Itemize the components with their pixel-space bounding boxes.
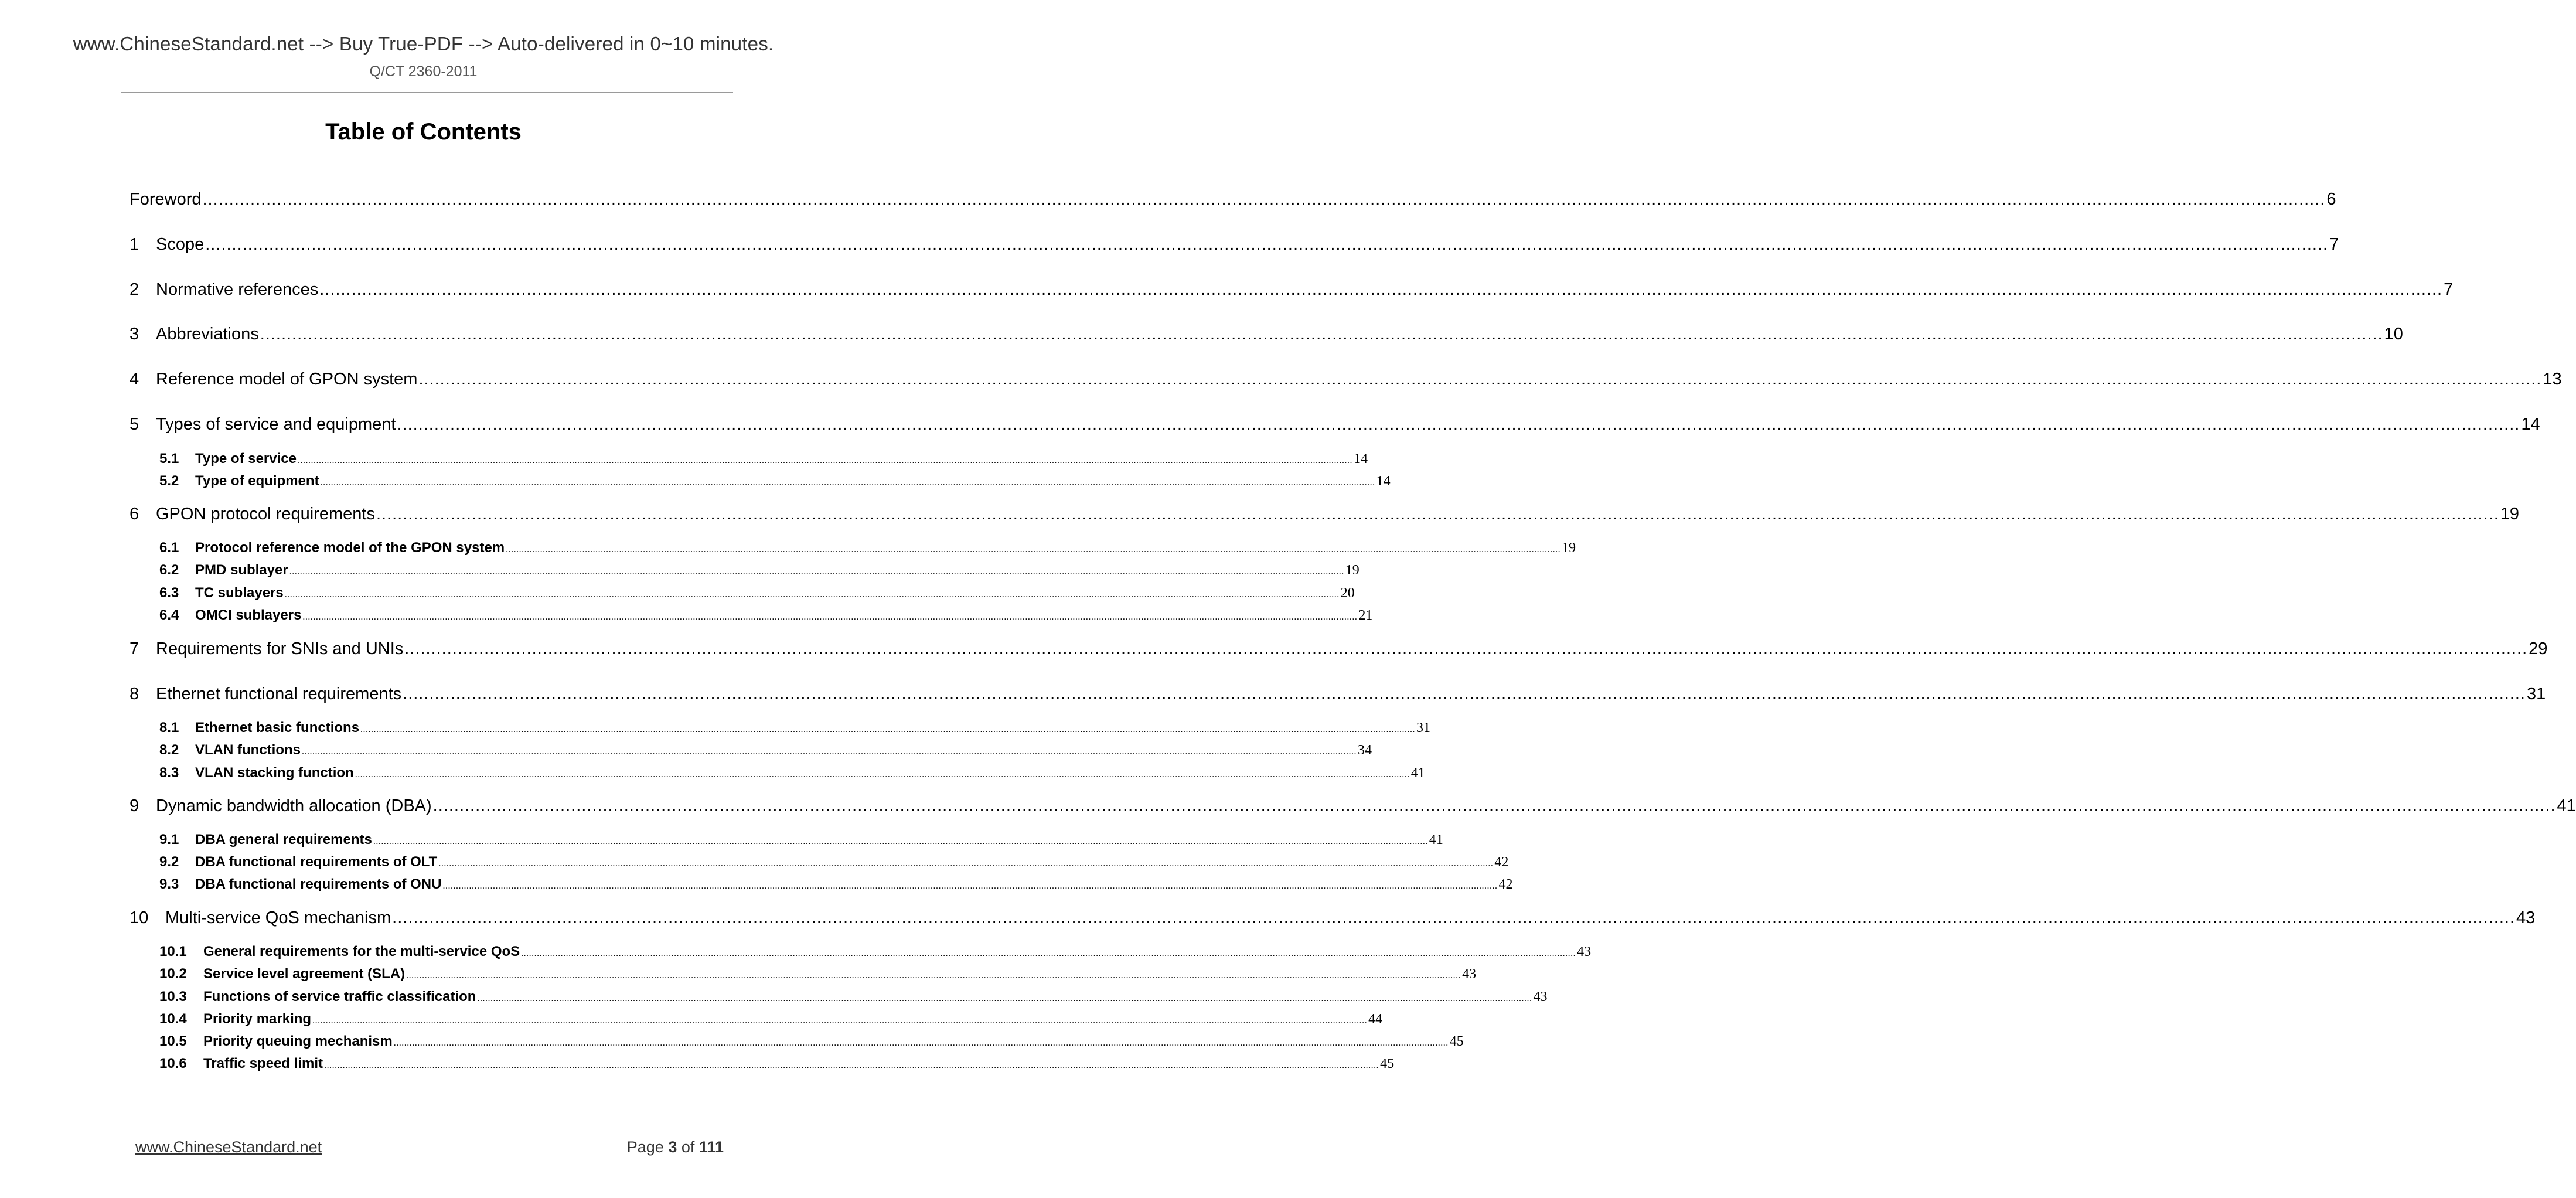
toc-entry-page: 29: [2529, 639, 2548, 658]
toc-subentry[interactable]: [159, 720, 1431, 740]
toc-entry-number: 10.5: [159, 1033, 187, 1049]
toc-entry-number: 10.3: [159, 989, 187, 1005]
toc-subentry[interactable]: [159, 473, 1391, 493]
toc-entry-page: 31: [2527, 685, 2546, 703]
toc-entry-label: Scope: [156, 235, 205, 254]
toc-entry-label: Ethernet basic functions: [195, 720, 360, 736]
toc-entry[interactable]: [130, 797, 2576, 820]
dot-leader: ................................................................................................................................................................................................................................................................................................................................................................................................................: [302, 612, 1358, 622]
toc-entry-number: 8.2: [159, 742, 179, 758]
toc-entry-number: 6.1: [159, 540, 179, 556]
toc-entry-label: Priority queuing mechanism: [203, 1033, 393, 1049]
toc-entry-number: 8.3: [159, 765, 179, 781]
dot-leader: ................................................................................................................................................................................................................................................................................................................................................................................................................: [302, 747, 1357, 757]
toc-entry-page: 42: [1498, 877, 1513, 892]
toc-entry-page: 14: [2521, 415, 2540, 434]
toc-entry-label: Functions of service traffic classification: [203, 989, 476, 1005]
toc-entry-label: Reference model of GPON system: [156, 370, 418, 389]
toc-entry-label: TC sublayers: [195, 585, 284, 601]
toc-entry-label: VLAN stacking function: [195, 765, 354, 781]
toc-entry-number: 9: [130, 797, 139, 815]
toc-entry-page: 45: [1449, 1034, 1464, 1049]
toc-entry-page: 41: [1429, 832, 1443, 848]
toc-subentry[interactable]: [159, 832, 1443, 852]
toc-entry[interactable]: [130, 639, 2548, 663]
toc-entry-number: 6.2: [159, 562, 179, 578]
toc-entry[interactable]: [130, 685, 2546, 708]
toc-entry-number: 6.4: [159, 607, 179, 623]
toc-entry-page: 7: [2329, 235, 2339, 254]
toc-entry-page: 13: [2543, 370, 2562, 389]
toc-entry-label: Type of service: [195, 451, 297, 467]
toc-entry-label: Normative references: [156, 280, 319, 299]
toc-entry[interactable]: [130, 415, 2540, 438]
dot-leader: ................................................................................................................................................................................................................................................................................................................................................................................................................: [260, 325, 2383, 343]
toc-entry-page: 19: [1562, 540, 1576, 556]
dot-leader: ................................................................................................................................................................................................................................................................................................................................................................................................................: [373, 836, 1428, 846]
toc-entry[interactable]: [130, 235, 2339, 258]
dot-leader: ................................................................................................................................................................................................................................................................................................................................................................................................................: [355, 770, 1410, 780]
toc-entry-label: Ethernet functional requirements: [156, 685, 402, 703]
toc-entry-label: Abbreviations: [156, 325, 259, 343]
toc-entry-label: Service level agreement (SLA): [203, 966, 406, 982]
dot-leader: ................................................................................................................................................................................................................................................................................................................................................................................................................: [320, 478, 1375, 488]
toc-entry-page: 20: [1340, 586, 1355, 601]
dot-leader: ................................................................................................................................................................................................................................................................................................................................................................................................................: [360, 724, 1416, 734]
toc-entry-page: 43: [1577, 944, 1592, 959]
toc-entry[interactable]: [130, 505, 2520, 528]
dot-leader: ................................................................................................................................................................................................................................................................................................................................................................................................................: [404, 639, 2528, 658]
toc-entry-number: 8.1: [159, 720, 179, 736]
dot-leader: ................................................................................................................................................................................................................................................................................................................................................................................................................: [392, 908, 2516, 927]
toc-subentry[interactable]: [159, 451, 1368, 471]
dot-leader: ................................................................................................................................................................................................................................................................................................................................................................................................................: [324, 1060, 1379, 1070]
toc-entry-number: 9.1: [159, 832, 179, 848]
toc-entry-page: 21: [1358, 608, 1373, 623]
dot-leader: ................................................................................................................................................................................................................................................................................................................................................................................................................: [506, 544, 1561, 554]
toc-entry-page: 43: [1533, 989, 1548, 1005]
toc-entry-page: 6: [2326, 190, 2336, 209]
toc-entry-page: 41: [1410, 765, 1425, 781]
dot-leader: ................................................................................................................................................................................................................................................................................................................................................................................................................: [477, 993, 1532, 1003]
toc-entry[interactable]: [130, 325, 2403, 348]
toc-entry-number: 10.4: [159, 1011, 187, 1027]
toc-entry-number: 9.3: [159, 876, 179, 892]
dot-leader: ................................................................................................................................................................................................................................................................................................................................................................................................................: [393, 1038, 1449, 1048]
toc-subentry[interactable]: [159, 854, 1509, 874]
toc-entry-page: 31: [1416, 720, 1431, 736]
toc-entry-number: 10: [130, 908, 149, 927]
toc-entry-label: General requirements for the multi-service QoS: [203, 944, 520, 959]
toc-entry-page: 43: [2516, 908, 2536, 927]
toc-entry-number: 5: [130, 415, 139, 434]
dot-leader: ................................................................................................................................................................................................................................................................................................................................................................................................................: [418, 370, 2542, 389]
toc-entry-number: 10.1: [159, 944, 187, 959]
toc-entry[interactable]: [130, 280, 2454, 304]
toc-entry-number: 1: [130, 235, 139, 254]
toc-entry-number: 10.6: [159, 1056, 187, 1071]
toc-entry[interactable]: [130, 370, 2562, 393]
toc-entry-page: 45: [1380, 1056, 1395, 1071]
toc-entry-label: OMCI sublayers: [195, 607, 302, 623]
dot-leader: ................................................................................................................................................................................................................................................................................................................................................................................................................: [205, 235, 2329, 254]
toc-subentry[interactable]: [159, 1056, 1395, 1076]
toc-entry-label: PMD sublayer: [195, 562, 288, 578]
toc-entry-page: 14: [1353, 451, 1368, 467]
dot-leader: ................................................................................................................................................................................................................................................................................................................................................................................................................: [432, 797, 2556, 815]
toc-entry-page: 10: [2384, 325, 2403, 343]
dot-leader: ................................................................................................................................................................................................................................................................................................................................................................................................................: [403, 685, 2526, 703]
toc-entry[interactable]: [130, 908, 2536, 932]
page-current: 3: [668, 1138, 677, 1156]
toc-entry-page: 14: [1376, 474, 1391, 489]
toc-entry-label: DBA functional requirements of OLT: [195, 854, 438, 870]
toc-subentry[interactable]: [159, 607, 1373, 627]
toc-entry-number: 8: [130, 685, 139, 703]
toc-entry-number: 5.1: [159, 451, 179, 467]
toc-entry-number: 6: [130, 505, 139, 523]
toc-entry-page: 43: [1462, 966, 1477, 982]
dot-leader: ................................................................................................................................................................................................................................................................................................................................................................................................................: [297, 455, 1352, 465]
page-of: of: [681, 1138, 695, 1156]
dot-leader: ................................................................................................................................................................................................................................................................................................................................................................................................................: [289, 567, 1344, 577]
toc-entry-label: DBA general requirements: [195, 832, 372, 848]
toc-entry-label: Priority marking: [203, 1011, 312, 1027]
toc-entry-page: 42: [1494, 855, 1509, 870]
dot-leader: ................................................................................................................................................................................................................................................................................................................................................................................................................: [521, 948, 1576, 958]
toc-entry-label: GPON protocol requirements: [156, 505, 375, 523]
toc-entry-page: 7: [2444, 280, 2454, 299]
dot-leader: ................................................................................................................................................................................................................................................................................................................................................................................................................: [397, 415, 2520, 434]
toc-entry-label: DBA functional requirements of ONU: [195, 876, 442, 892]
toc-entry-number: 2: [130, 280, 139, 299]
toc-entry-label: Protocol reference model of the GPON system: [195, 540, 505, 556]
toc-entry-label: Multi-service QoS mechanism: [165, 908, 391, 927]
toc-entry-label: Dynamic bandwidth allocation (DBA): [156, 797, 432, 815]
toc-entry-label: Type of equipment: [195, 473, 319, 489]
toc-entry-label: Requirements for SNIs and UNIs: [156, 639, 404, 658]
toc-entry-label: VLAN functions: [195, 742, 301, 758]
toc-entry-label: Traffic speed limit: [203, 1056, 323, 1071]
toc-subentry[interactable]: [159, 540, 1576, 560]
toc-entry-page: 19: [1345, 563, 1359, 578]
toc-entry-page: 19: [2500, 505, 2520, 523]
header-banner: www.ChineseStandard.net --> Buy True-PDF --> Auto-delivered in 0~10 minutes.: [73, 33, 774, 55]
toc-subentry[interactable]: [159, 876, 1513, 896]
standard-code: Q/CT 2360-2011: [369, 63, 478, 80]
dot-leader: ................................................................................................................................................................................................................................................................................................................................................................................................................: [376, 505, 2499, 523]
toc-subentry[interactable]: [159, 989, 1548, 1009]
dot-leader: ................................................................................................................................................................................................................................................................................................................................................................................................................: [312, 1016, 1368, 1026]
toc-entry-number: 10.2: [159, 966, 187, 982]
toc-entry-page: 44: [1368, 1012, 1383, 1027]
toc-subentry[interactable]: [159, 562, 1359, 582]
dot-leader: ................................................................................................................................................................................................................................................................................................................................................................................................................: [284, 590, 1340, 600]
dot-leader: ................................................................................................................................................................................................................................................................................................................................................................................................................: [438, 859, 1494, 869]
toc-entry-label: Foreword: [130, 190, 202, 209]
page-title: Table of Contents: [325, 119, 522, 145]
toc-entry-number: 7: [130, 639, 139, 658]
toc-entry-number: 3: [130, 325, 139, 343]
page-prefix: Page: [626, 1138, 664, 1156]
toc-subentry[interactable]: [159, 966, 1477, 986]
dot-leader: ................................................................................................................................................................................................................................................................................................................................................................................................................: [442, 881, 1498, 891]
toc-entry-number: 5.2: [159, 473, 179, 489]
dot-leader: ................................................................................................................................................................................................................................................................................................................................................................................................................: [319, 280, 2443, 299]
toc-entry-number: 9.2: [159, 854, 179, 870]
toc-entry-number: 6.3: [159, 585, 179, 601]
footer-site-link[interactable]: www.ChineseStandard.net: [135, 1138, 322, 1156]
toc-subentry[interactable]: [159, 585, 1355, 605]
toc-subentry[interactable]: [159, 742, 1372, 762]
toc-subentry[interactable]: [159, 1033, 1464, 1053]
toc-entry-label: Types of service and equipment: [156, 415, 396, 434]
page-indicator: [627, 1138, 724, 1156]
toc-entry[interactable]: [130, 190, 2336, 213]
page-total: 111: [698, 1138, 724, 1156]
dot-leader: ................................................................................................................................................................................................................................................................................................................................................................................................................: [406, 971, 1461, 981]
toc-subentry[interactable]: [159, 1011, 1383, 1031]
toc-subentry[interactable]: [159, 944, 1592, 964]
toc-entry-page: 34: [1358, 743, 1372, 758]
toc-subentry[interactable]: [159, 765, 1425, 785]
dot-leader: ................................................................................................................................................................................................................................................................................................................................................................................................................: [202, 190, 2326, 209]
toc-entry-page: 41: [2557, 797, 2576, 815]
toc-entry-number: 4: [130, 370, 139, 389]
